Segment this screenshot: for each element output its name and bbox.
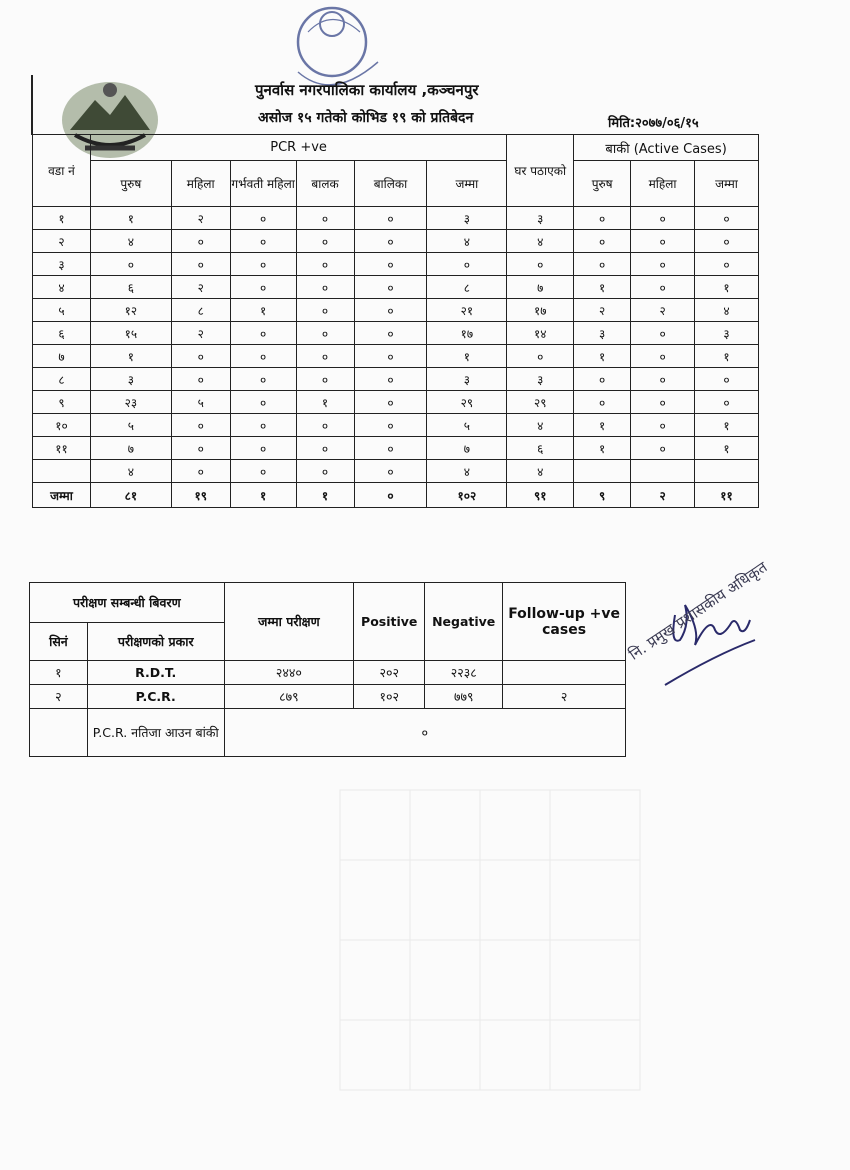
cell-boy: ० <box>296 207 354 230</box>
pending-label: P.C.R. नतिजा आउन बांकी <box>87 709 224 757</box>
cell-girl: ० <box>354 345 427 368</box>
cell-pregnant: ० <box>230 437 296 460</box>
total-male: ८१ <box>90 483 171 508</box>
cell-ward: ८ <box>33 368 91 391</box>
cell-male: ७ <box>90 437 171 460</box>
cell-active-female: ० <box>631 322 695 345</box>
cell-ward: १ <box>33 207 91 230</box>
cell-girl: ० <box>354 230 427 253</box>
header-total-tests: जम्मा परीक्षण <box>224 583 354 661</box>
cell-ward: ५ <box>33 299 91 322</box>
header-negative: Negative <box>425 583 503 661</box>
cell-girl: ० <box>354 253 427 276</box>
table-row <box>33 207 759 230</box>
cell-active-male: ० <box>574 230 631 253</box>
cell-pregnant: ० <box>230 460 296 483</box>
cell-girl: ० <box>354 368 427 391</box>
cell-pregnant: ० <box>230 207 296 230</box>
cell-active-female: ० <box>631 276 695 299</box>
cell-boy: ० <box>296 230 354 253</box>
header-female: महिला <box>171 161 230 207</box>
cell-active-male <box>574 460 631 483</box>
cell-active-male: १ <box>574 414 631 437</box>
bleed-through-texture <box>330 780 660 1100</box>
cell-active-female: ० <box>631 437 695 460</box>
cell-pregnant: १ <box>230 299 296 322</box>
pending-row <box>30 709 626 757</box>
cell-total: ८ <box>427 276 507 299</box>
cell-sent-home: ६ <box>507 437 574 460</box>
cell-sent-home: ४ <box>507 460 574 483</box>
cell-active-total: ० <box>695 368 759 391</box>
cell-male: ० <box>90 253 171 276</box>
test-row <box>30 661 626 685</box>
test-followup: २ <box>503 685 626 709</box>
cell-pregnant: ० <box>230 368 296 391</box>
header-active-total: जम्मा <box>695 161 759 207</box>
total-total: १०२ <box>427 483 507 508</box>
header-sn: सिनं <box>30 623 88 661</box>
cell-active-total: ० <box>695 253 759 276</box>
total-ward: जम्मा <box>33 483 91 508</box>
cell-sent-home: १७ <box>507 299 574 322</box>
header-boy: बालक <box>296 161 354 207</box>
cell-total: ५ <box>427 414 507 437</box>
cell-female: ० <box>171 437 230 460</box>
cell-active-female: ० <box>631 253 695 276</box>
cell-ward: १० <box>33 414 91 437</box>
cell-pregnant: ० <box>230 230 296 253</box>
cell-female: २ <box>171 276 230 299</box>
cell-pregnant: ० <box>230 322 296 345</box>
cell-active-total: १ <box>695 345 759 368</box>
total-female: १९ <box>171 483 230 508</box>
cell-pregnant: ० <box>230 276 296 299</box>
cell-total: १७ <box>427 322 507 345</box>
test-row <box>30 685 626 709</box>
cell-active-male: १ <box>574 276 631 299</box>
header-positive: Positive <box>354 583 425 661</box>
cell-male: ४ <box>90 230 171 253</box>
cell-male: ३ <box>90 368 171 391</box>
cell-sent-home: ७ <box>507 276 574 299</box>
report-title: असोज १५ गतेको कोभिड १९ को प्रतिबेदन <box>258 110 474 126</box>
pending-blank <box>30 709 88 757</box>
cell-active-female: २ <box>631 299 695 322</box>
cell-boy: ० <box>296 345 354 368</box>
cell-girl: ० <box>354 391 427 414</box>
table-row <box>33 299 759 322</box>
test-positive: १०२ <box>354 685 425 709</box>
header-sent-home: घर पठाएको <box>507 135 574 207</box>
cell-boy: ० <box>296 368 354 391</box>
cell-male: ५ <box>90 414 171 437</box>
left-margin-line <box>31 75 33 135</box>
cell-total: १ <box>427 345 507 368</box>
cell-male: ४ <box>90 460 171 483</box>
cell-girl: ० <box>354 207 427 230</box>
cell-sent-home: ३ <box>507 207 574 230</box>
cell-boy: ० <box>296 460 354 483</box>
cell-active-total: ३ <box>695 322 759 345</box>
cell-female: ० <box>171 368 230 391</box>
cell-girl: ० <box>354 276 427 299</box>
total-active-female: २ <box>631 483 695 508</box>
cell-ward: ९ <box>33 391 91 414</box>
cell-active-male: ३ <box>574 322 631 345</box>
test-sn: १ <box>30 661 88 685</box>
table-row <box>33 276 759 299</box>
cell-active-total <box>695 460 759 483</box>
cell-boy: ० <box>296 414 354 437</box>
cell-sent-home: ३ <box>507 368 574 391</box>
table-row <box>33 391 759 414</box>
cell-male: २३ <box>90 391 171 414</box>
cell-sent-home: ४ <box>507 230 574 253</box>
cell-female: ० <box>171 253 230 276</box>
cell-active-male: १ <box>574 437 631 460</box>
cell-female: २ <box>171 207 230 230</box>
total-sent-home: ९१ <box>507 483 574 508</box>
cell-boy: १ <box>296 391 354 414</box>
cell-active-total: १ <box>695 437 759 460</box>
test-total: ८७९ <box>224 685 354 709</box>
designation-text: प्रमुख प्रशासकीय अधिकृत <box>643 557 771 652</box>
test-negative: २२३८ <box>425 661 503 685</box>
header-active-male: पुरुष <box>574 161 631 207</box>
header-girl: बालिका <box>354 161 427 207</box>
test-details-table <box>29 582 626 757</box>
cell-sent-home: ४ <box>507 414 574 437</box>
cell-male: १ <box>90 345 171 368</box>
cell-male: १२ <box>90 299 171 322</box>
cell-active-total: ० <box>695 207 759 230</box>
designation-prefix: नि. <box>625 639 650 664</box>
cell-boy: ० <box>296 276 354 299</box>
total-active-male: ९ <box>574 483 631 508</box>
cell-boy: ० <box>296 253 354 276</box>
header-pcr-positive: PCR +ve <box>90 135 506 161</box>
cell-active-total: ० <box>695 391 759 414</box>
total-row <box>33 483 759 508</box>
cell-active-male: ० <box>574 368 631 391</box>
header-active-female: महिला <box>631 161 695 207</box>
cell-active-female: ० <box>631 230 695 253</box>
cell-active-male: १ <box>574 345 631 368</box>
test-type: R.D.T. <box>87 661 224 685</box>
cell-active-female: ० <box>631 368 695 391</box>
cell-total: ४ <box>427 460 507 483</box>
test-type: P.C.R. <box>87 685 224 709</box>
cell-total: ७ <box>427 437 507 460</box>
cell-boy: ० <box>296 437 354 460</box>
cell-active-total: १ <box>695 276 759 299</box>
cell-active-total: १ <box>695 414 759 437</box>
table-row <box>33 230 759 253</box>
header-total: जम्मा <box>427 161 507 207</box>
cell-active-male: ० <box>574 253 631 276</box>
header-test-section: परीक्षण सम्बन्धी बिवरण <box>30 583 225 623</box>
cell-ward: २ <box>33 230 91 253</box>
cell-pregnant: ० <box>230 391 296 414</box>
table-row <box>33 414 759 437</box>
test-sn: २ <box>30 685 88 709</box>
test-followup <box>503 661 626 685</box>
cell-sent-home: ० <box>507 345 574 368</box>
cell-female: ५ <box>171 391 230 414</box>
header-male: पुरुष <box>90 161 171 207</box>
cell-sent-home: ० <box>507 253 574 276</box>
cell-ward: ६ <box>33 322 91 345</box>
cell-girl: ० <box>354 299 427 322</box>
cell-girl: ० <box>354 460 427 483</box>
cell-active-male: ० <box>574 207 631 230</box>
table-row <box>33 345 759 368</box>
table-row <box>33 253 759 276</box>
cell-total: ३ <box>427 368 507 391</box>
cell-ward: ३ <box>33 253 91 276</box>
cell-pregnant: ० <box>230 414 296 437</box>
cell-female: ० <box>171 414 230 437</box>
office-title: पुनर्वास नगरपालिका कार्यालय ,कञ्चनपुर <box>255 81 479 99</box>
header-ward: वडा नं <box>33 135 91 207</box>
cell-ward <box>33 460 91 483</box>
cell-active-total: ० <box>695 230 759 253</box>
cell-male: ६ <box>90 276 171 299</box>
table-row <box>33 437 759 460</box>
test-positive: २०२ <box>354 661 425 685</box>
cell-pregnant: ० <box>230 345 296 368</box>
cell-ward: ७ <box>33 345 91 368</box>
total-girl: ० <box>354 483 427 508</box>
header-test-type: परीक्षणको प्रकार <box>87 623 224 661</box>
report-date: मिति:२०७७/०६/१५ <box>608 116 699 131</box>
cell-total: ० <box>427 253 507 276</box>
cell-active-female: ० <box>631 391 695 414</box>
table-row <box>33 322 759 345</box>
cell-girl: ० <box>354 322 427 345</box>
cell-active-total: ४ <box>695 299 759 322</box>
header-active-cases: बाकी (Active Cases) <box>574 135 759 161</box>
cell-boy: ० <box>296 299 354 322</box>
total-boy: १ <box>296 483 354 508</box>
pending-value: ० <box>224 709 625 757</box>
cell-active-female: ० <box>631 207 695 230</box>
cell-female: ० <box>171 345 230 368</box>
cell-female: २ <box>171 322 230 345</box>
test-negative: ७७९ <box>425 685 503 709</box>
cell-pregnant: ० <box>230 253 296 276</box>
cell-total: २९ <box>427 391 507 414</box>
cell-total: २१ <box>427 299 507 322</box>
cell-sent-home: १४ <box>507 322 574 345</box>
cell-female: ० <box>171 460 230 483</box>
cell-girl: ० <box>354 414 427 437</box>
cell-active-female: ० <box>631 414 695 437</box>
cell-male: १५ <box>90 322 171 345</box>
cell-sent-home: २९ <box>507 391 574 414</box>
ward-cases-table <box>32 134 759 508</box>
header-pregnant: गर्भवती महिला <box>230 161 296 207</box>
test-total: २४४० <box>224 661 354 685</box>
table-row <box>33 460 759 483</box>
cell-total: ३ <box>427 207 507 230</box>
header-followup: Follow-up +ve cases <box>503 583 626 661</box>
cell-boy: ० <box>296 322 354 345</box>
table-row <box>33 368 759 391</box>
cell-active-male: ० <box>574 391 631 414</box>
cell-female: ८ <box>171 299 230 322</box>
cell-total: ४ <box>427 230 507 253</box>
cell-male: १ <box>90 207 171 230</box>
cell-girl: ० <box>354 437 427 460</box>
cell-ward: ११ <box>33 437 91 460</box>
cell-active-female: ० <box>631 345 695 368</box>
cell-ward: ४ <box>33 276 91 299</box>
cell-female: ० <box>171 230 230 253</box>
total-active-total: ११ <box>695 483 759 508</box>
cell-active-female <box>631 460 695 483</box>
total-pregnant: १ <box>230 483 296 508</box>
cell-active-male: २ <box>574 299 631 322</box>
